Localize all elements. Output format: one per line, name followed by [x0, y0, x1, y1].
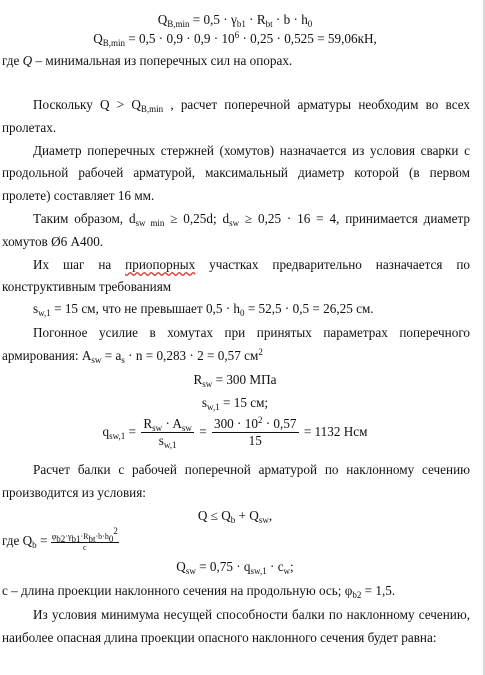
text-diameter-1: Диаметр поперечных стержней (хомутов) назначается из условия сварки с [33, 143, 470, 158]
formula-q-condition: $Q \le Q_b + Q_{sw}$, [197, 508, 273, 525]
text-since-q: Поскольку $Q > Q_{B,min}$ , расчет поперечной арматуры необходим во всех [33, 97, 470, 114]
text-step-1c: участках предварительно назначается по [209, 257, 470, 272]
text-min-1: Из условия минимума несущей способности балки по наклонному сечению, [33, 607, 470, 622]
text-thus: Таким образом, $d_{sw min} \ge 0,25d$; $d_{sw} \ge 0,25 \cdot 16 = 4$, принимается диаметр [33, 211, 471, 228]
text-stirrups: хомутов Ø6 А400. [2, 234, 104, 249]
formula-qbmin-general: $Q_{B,min} = 0,5 \cdot \gamma_{b1} \cdot R_{bt} \cdot b \cdot h_0$ [157, 12, 313, 29]
text-step-2: конструктивным требованиям [2, 279, 172, 294]
text-diameter-2: продольной рабочей арматурой, максимальный диаметр которой (в первом [2, 165, 470, 180]
formula-sw1-val: $s_{w,1} = 15$ см; [201, 395, 269, 412]
formula-rsw: $R_{sw} = 300$ МПа [193, 372, 277, 389]
text-linear-force-1: Погонное усилие в хомутах при принятых параметрах поперечного [33, 325, 470, 340]
formula-asw: армирования: $A_{sw} = a_s \cdot n = 0,283 \cdot 2 = 0,57$ $см^2$ [2, 347, 263, 365]
formula-sw1: $s_{w,1} = 15$ см, что не превышает $0,5 \cdot h_0 = 52,5 \cdot 0,5 = 26,25$ см. [33, 301, 374, 318]
text-calc-1: Расчет балки с рабочей поперечной арматурой по наклонному сечению [33, 462, 470, 477]
text-spans: пролетах. [2, 120, 57, 135]
text-c-def: c – длина проекции наклонного сечения на продольную ось; $\varphi_{b2} = 1,5$. [2, 583, 396, 600]
formula-qb: где $Q_b$ = $\frac{\varphi_{b2}\cdot\gamma_{b1}\cdot R_{bt}\cdot b\cdot h_0^2}{c}$ [2, 525, 118, 552]
text-min-2: наиболее опасная длина проекции опасного наклонного сечения будет равна: [2, 630, 437, 645]
formula-qsw1: $q_{sw,1}$ = $\frac{R_{sw} \cdot A_{sw}}{s_{w,1}}$ = $\frac{300 \cdot 10^2 \cdot 0,57}{15}$ = 1132 Нсм [102, 415, 368, 451]
misspelled-word[interactable]: приопорных [125, 257, 196, 272]
text-step-1a: Их шаг на [33, 257, 112, 272]
text-where-q: где Q – минимальная из поперечных сил на опорах. [2, 53, 293, 68]
text-diameter-3: пролете) составляет 16 мм. [2, 188, 155, 203]
formula-qsw: $Q_{sw} = 0,75 \cdot q_{sw,1} \cdot c_w$; [176, 559, 294, 576]
formula-qbmin-values: $Q_{B,min} = 0,5 \cdot 0,9 \cdot 0,9 \cdot 10^6 \cdot 0,25 \cdot 0,525 = 59,06кН$, [93, 30, 377, 48]
text-step-1 [33, 256, 470, 274]
text-calc-2: производится из условия: [2, 485, 146, 500]
